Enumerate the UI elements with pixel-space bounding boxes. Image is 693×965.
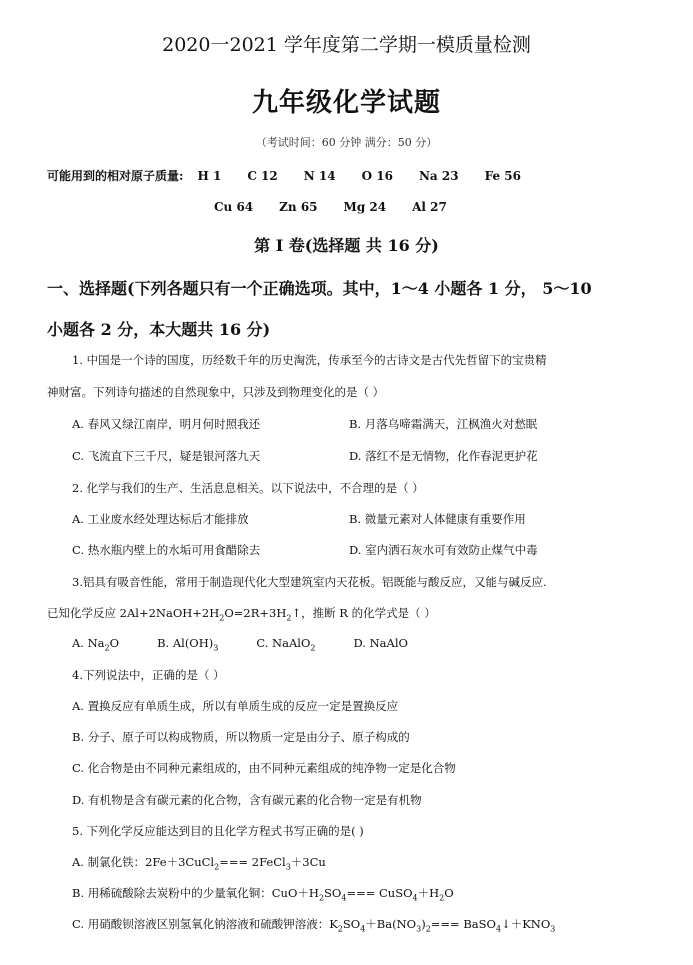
q1-stem: 1. 中国是一个诗的国度，历经数千年的历史淘洗，传承至今的古诗文是古代先哲留下的宝贵精 xyxy=(72,353,547,367)
part-title: 第 Ⅰ 卷(选择题 共 16 分) xyxy=(254,236,439,255)
q3-option-c: C. NaAlO$_2$ xyxy=(256,636,316,653)
atomic-mass-label: 可能用到的相对原子质量: xyxy=(47,169,184,183)
q5-option-a: A. 制氯化铁：2Fe＋3CuCl$_2$=== 2FeCl$_3$＋3Cu xyxy=(72,855,326,872)
atomic-mass-item: Mg 24 xyxy=(343,200,387,214)
q5-option-b: B. 用稀硫酸除去炭粉中的少量氧化铜：$CuO+H_2SO_4===$ $CuSO_4+H_2O$ xyxy=(72,886,454,903)
q3-option-d: D. NaAlO xyxy=(353,636,408,650)
atomic-mass-row-2 xyxy=(214,200,473,214)
q1-option-a: A. 春风又绿江南岸，明月何时照我还 xyxy=(72,417,261,431)
q2-stem: 2. 化学与我们的生产、生活息息相关。以下说法中，不合理的是（ ） xyxy=(72,481,424,495)
q4-stem: 4.下列说法中，正确的是（ ） xyxy=(72,668,225,682)
q4-option-c: C. 化合物是由不同种元素组成的，由不同种元素组成的纯净物一定是化合物 xyxy=(72,761,456,775)
q2-option-d: D. 室内洒石灰水可有效防止煤气中毒 xyxy=(349,543,538,557)
q3-stem: 3.铝具有吸音性能，常用于制造现代化大型建筑室内天花板。铝既能与酸反应，又能与碱反应. xyxy=(72,575,547,589)
q2-option-a: A. 工业废水经处理达标后才能排放 xyxy=(72,512,249,526)
atomic-mass-item: O 16 xyxy=(361,169,393,183)
q1-option-b: B. 月落乌啼霜满天，江枫渔火对愁眠 xyxy=(349,417,538,431)
section-heading-cont: 小题各 2 分，本大题共 16 分) xyxy=(47,320,271,339)
q2-option-b: B. 微量元素对人体健康有重要作用 xyxy=(349,512,526,526)
subject-title: 九年级化学试题 xyxy=(251,88,441,118)
q1-stem-cont: 神财富。下列诗句描述的自然现象中，只涉及到物理变化的是（ ） xyxy=(47,385,385,399)
q3-option-b: B. $Al(OH)_3$ xyxy=(157,636,219,653)
atomic-mass-item: Zn 65 xyxy=(279,200,318,214)
q3-options xyxy=(72,636,446,652)
q4-option-a: A. 置换反应有单质生成，所以有单质生成的反应一定是置换反应 xyxy=(72,699,399,713)
exam-time-info: （考试时间：60 分钟 满分：50 分） xyxy=(255,136,438,149)
atomic-mass-item: C 12 xyxy=(247,169,278,183)
atomic-mass-item: N 14 xyxy=(303,169,336,183)
q1-option-d: D. 落红不是无情物，化作春泥更护花 xyxy=(349,449,538,463)
q5-stem: 5. 下列化学反应能达到目的且化学方程式书写正确的是( ) xyxy=(72,824,364,838)
atomic-mass-item: Al 27 xyxy=(412,200,447,214)
q4-option-d: D. 有机物是含有碳元素的化合物，含有碳元素的化合物一定是有机物 xyxy=(72,793,422,807)
atomic-mass-item: Fe 56 xyxy=(484,169,521,183)
section-heading: 一、选择题(下列各题只有一个正确选项。其中，1～4 小题各 1 分， 5～10 xyxy=(47,279,592,298)
q3-stem-cont: 已知化学反应 $2Al+2NaOH+2H_2O=2R+3H_2↑$，推断 R 的化学式是（ ） xyxy=(47,606,436,623)
atomic-mass-item: H 1 xyxy=(197,169,222,183)
q3-option-a: A. $Na_2O$ xyxy=(72,636,120,653)
q4-option-b: B. 分子、原子可以构成物质，所以物质一定是由分子、原子构成的 xyxy=(72,730,410,744)
exam-title: 2020一2021 学年度第二学期一模质量检测 xyxy=(162,34,531,56)
atomic-mass-item: Cu 64 xyxy=(214,200,254,214)
q1-option-c: C. 飞流直下三千尺，疑是银河落九天 xyxy=(72,449,261,463)
q5-option-c: C. 用硝酸钡溶液区别氢氧化钠溶液和硫酸钾溶液：$K_2SO_4+Ba(NO_3)_2===$ $BaSO_4↓+KNO_3$ xyxy=(72,917,556,934)
q2-option-c: C. 热水瓶内壁上的水垢可用食醋除去 xyxy=(72,543,261,557)
atomic-mass-row-1 xyxy=(47,167,547,184)
atomic-mass-item: Na 23 xyxy=(418,169,459,183)
